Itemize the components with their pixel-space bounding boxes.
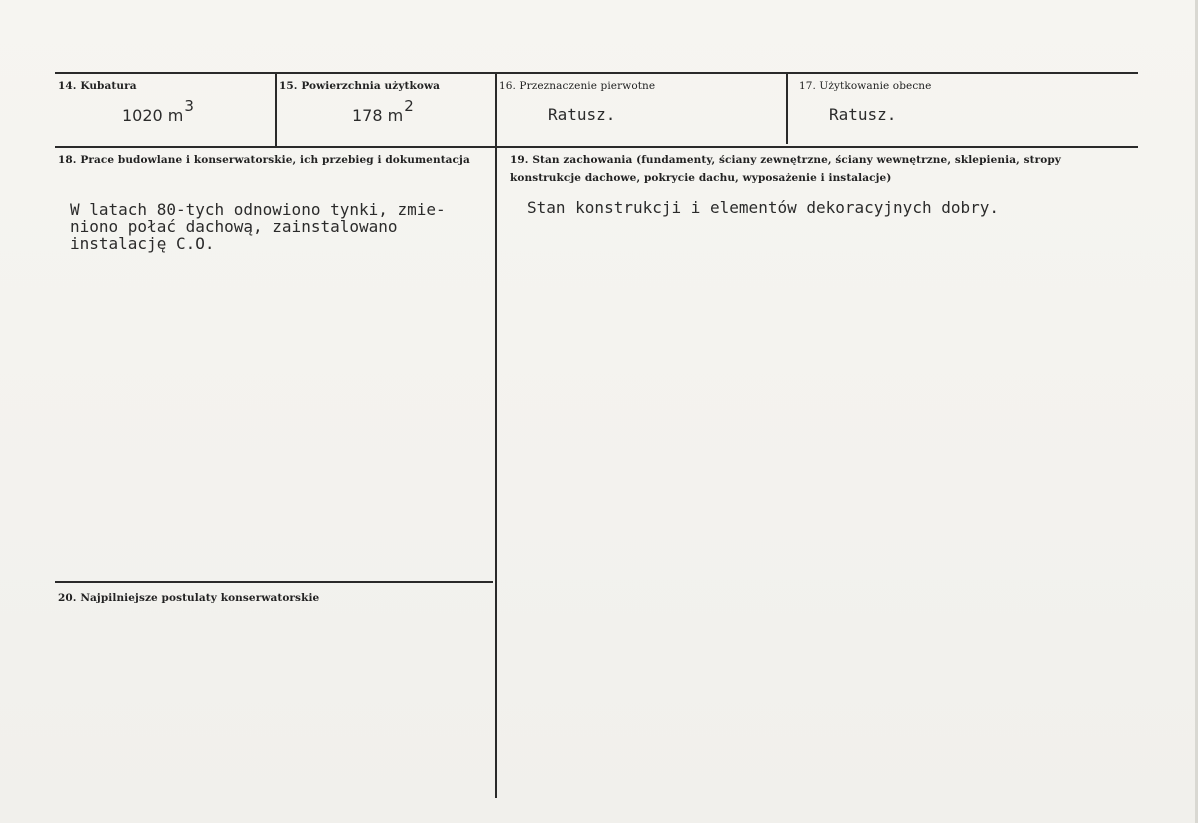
field-15-exponent: 2 bbox=[404, 97, 414, 115]
field-14-exponent: 3 bbox=[184, 97, 194, 115]
field-20-label: 20. Najpilniejsze postulaty konserwatorskie bbox=[58, 592, 320, 604]
field-15-number: 178 m bbox=[352, 106, 404, 125]
middle-rule bbox=[55, 146, 1138, 148]
field-18-line-1: W latach 80-tych odnowiono tynki, zmie- bbox=[70, 200, 446, 219]
field-16-value: Ratusz. bbox=[548, 105, 616, 124]
main-vertical-divider bbox=[495, 148, 497, 798]
field-19-value: Stan konstrukcji i elementów dekoracyjnych dobry. bbox=[527, 198, 1000, 217]
divider-16-17 bbox=[786, 74, 788, 144]
field-14-label: 14. Kubatura bbox=[58, 80, 137, 92]
field-19-label-line-2: konstrukcje dachowe, pokrycie dachu, wyposażenie i instalacje) bbox=[510, 172, 892, 184]
field-18-label: 18. Prace budowlane i konserwatorskie, ich przebieg i dokumentacja bbox=[58, 154, 470, 166]
field-17-label: 17. Użytkowanie obecne bbox=[799, 80, 932, 92]
field-19-label-line-1: 19. Stan zachowania (fundamenty, ściany zewnętrzne, ściany wewnętrzne, sklepienia, stropy bbox=[510, 154, 1061, 166]
field-18-line-3: instalację C.O. bbox=[70, 234, 215, 253]
field-14-value bbox=[122, 97, 194, 125]
field-15-label: 15. Powierzchnia użytkowa bbox=[279, 80, 441, 92]
top-rule bbox=[55, 72, 1138, 74]
rule-field-20 bbox=[55, 581, 493, 583]
field-14-number: 1020 m bbox=[122, 106, 184, 125]
field-16-label: 16. Przeznaczenie pierwotne bbox=[499, 80, 656, 92]
field-17-value: Ratusz. bbox=[829, 105, 897, 124]
field-18-line-2: niono połać dachową, zainstalowano bbox=[70, 217, 398, 236]
divider-15-16 bbox=[495, 74, 497, 148]
divider-14-15 bbox=[275, 74, 277, 148]
field-15-value bbox=[352, 97, 414, 125]
